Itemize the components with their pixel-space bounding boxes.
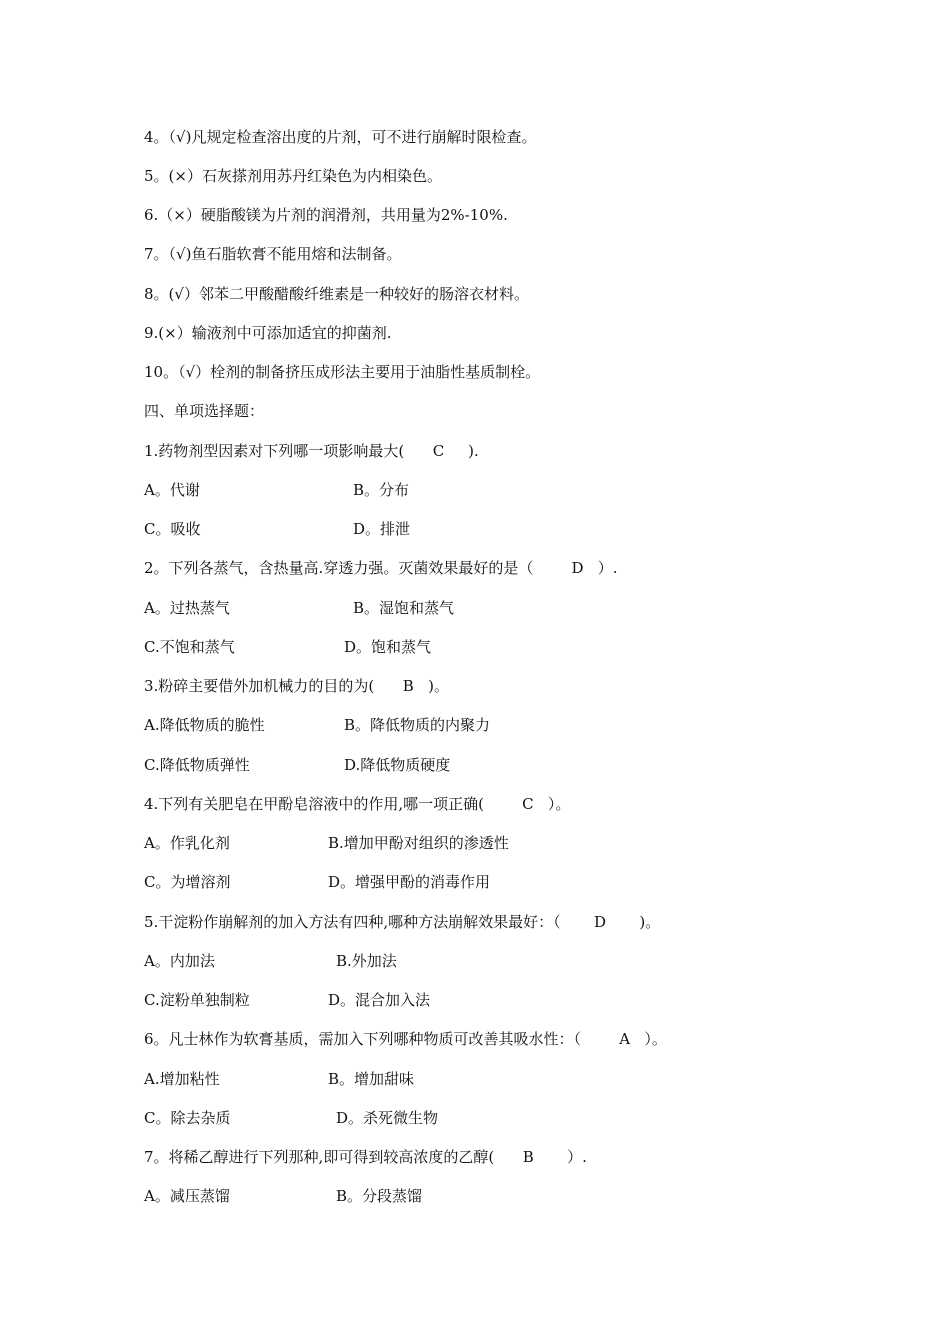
question-1-option-d: D。排泄 [353,520,411,538]
question-7-options-row-1 [144,1186,844,1206]
question-6-option-b: B。增加甜味 [328,1070,415,1088]
question-5-options-row-1 [144,951,844,971]
question-2-option-c: C.不饱和蒸气 [144,638,235,656]
question-1-stem: 1.药物剂型因素对下列哪一项影响最大( C ). [144,442,479,460]
question-1-options-row-2 [144,519,844,539]
question-1-options-row-1 [144,480,844,500]
question-4-option-c: C。为增溶剂 [144,873,231,891]
question-6-options-row-1 [144,1069,844,1089]
question-6-option-a: A.增加粘性 [144,1070,220,1088]
question-5-option-a: A。内加法 [144,952,215,970]
question-3-options-row-1 [144,715,844,735]
question-4-option-a: A。作乳化剂 [144,834,230,852]
question-5-option-b: B.外加法 [336,952,397,970]
question-2-options-row-1 [144,598,844,618]
question-3-option-c: C.降低物质弹性 [144,756,250,774]
question-1-option-a: A。代谢 [144,481,200,499]
question-7-stem: 7。将稀乙醇进行下列那种,即可得到较高浓度的乙醇( B ）. [144,1148,587,1166]
question-4-option-b: B.增加甲酚对组织的渗透性 [328,834,509,852]
judgment-item-7: 7。（√)鱼石脂软膏不能用熔和法制备。 [144,245,402,263]
question-5-stem: 5.干淀粉作崩解剂的加入方法有四种,哪种方法崩解效果最好：（ D )。 [144,913,661,931]
judgment-item-5: 5。(×）石灰搽剂用苏丹红染色为内相染色。 [144,167,442,185]
judgment-item-4: 4。（√)凡规定检查溶出度的片剂，可不进行崩解时限检查。 [144,128,537,146]
question-3-stem: 3.粉碎主要借外加机械力的目的为( B )。 [144,677,449,695]
question-1-option-c: C。吸收 [144,520,201,538]
section-heading: 四、单项选择题： [144,402,265,420]
question-5-options-row-2 [144,990,844,1010]
question-7-option-b: B。分段蒸馏 [336,1187,423,1205]
question-6-options-row-2 [144,1108,844,1128]
question-1-option-b: B。分布 [353,481,410,499]
question-3-option-b: B。降低物质的内聚力 [344,716,491,734]
question-6-option-c: C。除去杂质 [144,1109,231,1127]
question-2-option-b: B。湿饱和蒸气 [353,599,455,617]
question-5-option-d: D。混合加入法 [328,991,431,1009]
question-2-stem: 2。下列各蒸气，含热量高.穿透力强。灭菌效果最好的是（ D ）. [144,559,618,577]
question-3-options-row-2 [144,755,844,775]
judgment-item-9: 9.(×）输液剂中可添加适宜的抑菌剂. [144,324,392,342]
question-4-options-row-2 [144,872,844,892]
judgment-item-6: 6.（×）硬脂酸镁为片剂的润滑剂，共用量为2%-10%. [144,206,508,224]
question-3-option-a: A.降低物质的脆性 [144,716,265,734]
question-4-option-d: D。增强甲酚的消毒作用 [328,873,491,891]
question-4-stem: 4.下列有关肥皂在甲酚皂溶液中的作用,哪一项正确( C ）。 [144,795,571,813]
question-7-option-a: A。减压蒸馏 [144,1187,230,1205]
question-2-option-d: D。饱和蒸气 [344,638,432,656]
question-3-option-d: D.降低物质硬度 [344,756,451,774]
question-2-options-row-2 [144,637,844,657]
question-5-option-c: C.淀粉单独制粒 [144,991,250,1009]
question-4-options-row-1 [144,833,844,853]
question-2-option-a: A。过热蒸气 [144,599,230,617]
judgment-item-10: 10。（√）栓剂的制备挤压成形法主要用于油脂性基质制栓。 [144,363,541,381]
question-6-stem: 6。凡士林作为软膏基质，需加入下列哪种物质可改善其吸水性：（ A ）。 [144,1030,667,1048]
question-6-option-d: D。杀死微生物 [336,1109,439,1127]
judgment-item-8: 8。(√）邻苯二甲酸醋酸纤维素是一种较好的肠溶衣材料。 [144,285,529,303]
